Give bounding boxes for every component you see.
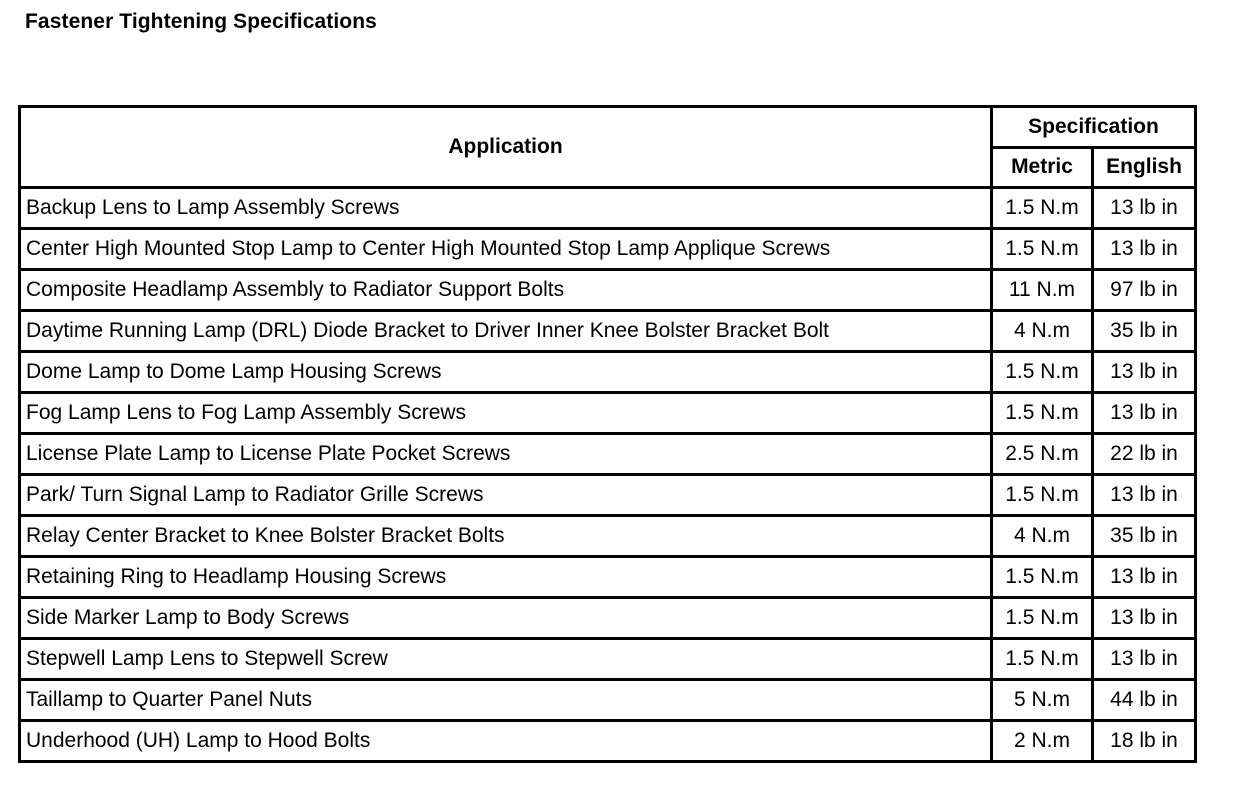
metric-cell: 1.5 N.m — [992, 598, 1093, 639]
table-row — [20, 680, 1196, 721]
metric-cell: 2 N.m — [992, 721, 1093, 762]
english-cell: 35 lb in — [1093, 516, 1196, 557]
metric-cell: 1.5 N.m — [992, 229, 1093, 270]
fastener-spec-table — [18, 105, 1197, 763]
application-cell: Side Marker Lamp to Body Screws — [20, 598, 992, 639]
metric-header: Metric — [992, 147, 1093, 188]
application-cell: Relay Center Bracket to Knee Bolster Bracket Bolts — [20, 516, 992, 557]
english-cell: 18 lb in — [1093, 721, 1196, 762]
application-cell: Retaining Ring to Headlamp Housing Screws — [20, 557, 992, 598]
english-cell: 13 lb in — [1093, 188, 1196, 229]
application-cell: Stepwell Lamp Lens to Stepwell Screw — [20, 639, 992, 680]
application-cell: Taillamp to Quarter Panel Nuts — [20, 680, 992, 721]
application-header: Application — [20, 107, 992, 188]
metric-cell: 1.5 N.m — [992, 188, 1093, 229]
table-row — [20, 557, 1196, 598]
metric-cell: 11 N.m — [992, 270, 1093, 311]
application-cell: Fog Lamp Lens to Fog Lamp Assembly Screws — [20, 393, 992, 434]
table-row — [20, 393, 1196, 434]
metric-cell: 1.5 N.m — [992, 639, 1093, 680]
table-row — [20, 721, 1196, 762]
metric-cell: 1.5 N.m — [992, 557, 1093, 598]
english-header: English — [1093, 147, 1196, 188]
table-row — [20, 475, 1196, 516]
application-cell: Center High Mounted Stop Lamp to Center High Mounted Stop Lamp Applique Screws — [20, 229, 992, 270]
english-cell: 13 lb in — [1093, 557, 1196, 598]
english-cell: 13 lb in — [1093, 639, 1196, 680]
table-row — [20, 188, 1196, 229]
metric-cell: 4 N.m — [992, 516, 1093, 557]
table-row — [20, 311, 1196, 352]
metric-cell: 1.5 N.m — [992, 393, 1093, 434]
application-cell: Composite Headlamp Assembly to Radiator Support Bolts — [20, 270, 992, 311]
metric-cell: 1.5 N.m — [992, 352, 1093, 393]
english-cell: 13 lb in — [1093, 352, 1196, 393]
application-cell: Dome Lamp to Dome Lamp Housing Screws — [20, 352, 992, 393]
table-row — [20, 352, 1196, 393]
table-row — [20, 270, 1196, 311]
english-cell: 13 lb in — [1093, 475, 1196, 516]
table-row — [20, 598, 1196, 639]
page-title: Fastener Tightening Specifications — [25, 10, 377, 33]
metric-cell: 4 N.m — [992, 311, 1093, 352]
english-cell: 35 lb in — [1093, 311, 1196, 352]
application-cell: License Plate Lamp to License Plate Pocket Screws — [20, 434, 992, 475]
english-cell: 13 lb in — [1093, 598, 1196, 639]
english-cell: 22 lb in — [1093, 434, 1196, 475]
application-cell: Underhood (UH) Lamp to Hood Bolts — [20, 721, 992, 762]
table-row — [20, 516, 1196, 557]
metric-cell: 1.5 N.m — [992, 475, 1093, 516]
english-cell: 97 lb in — [1093, 270, 1196, 311]
spec-rows — [20, 188, 1196, 762]
specification-header: Specification — [992, 107, 1196, 148]
english-cell: 13 lb in — [1093, 229, 1196, 270]
table-row — [20, 434, 1196, 475]
table-row — [20, 229, 1196, 270]
english-cell: 13 lb in — [1093, 393, 1196, 434]
application-cell: Daytime Running Lamp (DRL) Diode Bracket to Driver Inner Knee Bolster Bracket Bolt — [20, 311, 992, 352]
metric-cell: 2.5 N.m — [992, 434, 1093, 475]
metric-cell: 5 N.m — [992, 680, 1093, 721]
application-cell: Park/ Turn Signal Lamp to Radiator Grille Screws — [20, 475, 992, 516]
table-row — [20, 639, 1196, 680]
application-cell: Backup Lens to Lamp Assembly Screws — [20, 188, 992, 229]
english-cell: 44 lb in — [1093, 680, 1196, 721]
